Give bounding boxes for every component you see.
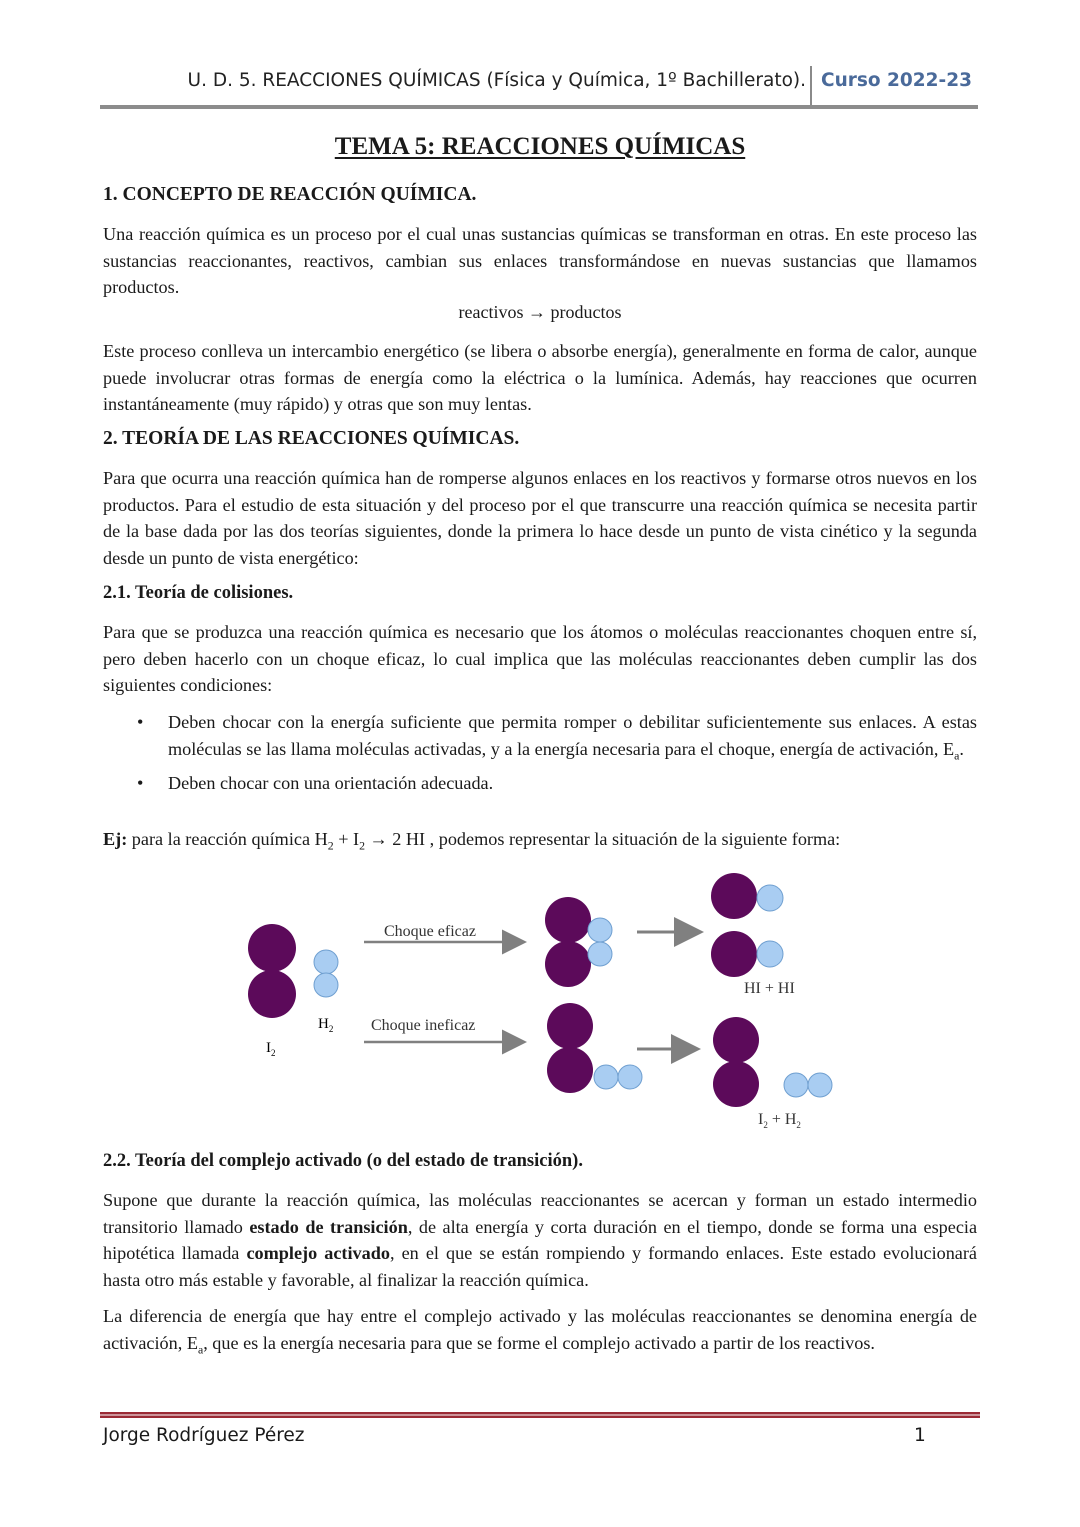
bullet-1-end: . [959, 739, 964, 759]
iodine-atom [713, 1017, 759, 1063]
section-2-1-heading: 2.1. Teoría de colisiones. [103, 583, 294, 603]
term-complejo-activado: complejo activado [246, 1243, 390, 1263]
footer-rule [100, 1412, 980, 1418]
term-estado-de-transicion: estado de transición [249, 1216, 408, 1237]
hydrogen-atom [808, 1073, 832, 1097]
example-text-1: para la reacción química H [127, 829, 328, 849]
iodine-atom [711, 931, 757, 977]
hydrogen-atom [784, 1073, 808, 1097]
section-2-2-p2-part-b: , que es la energía necesaria para que se forme el complejo activado a partir de los reactivos. [203, 1332, 875, 1353]
collision-figure [232, 864, 848, 1144]
section-2-heading: 2. TEORÍA DE LAS REACCIONES QUÍMICAS. [103, 428, 520, 449]
iodine-atom [547, 1047, 593, 1093]
collision-diagram [232, 864, 848, 1144]
example-text-3: → 2 HI , podemos representar la situación de la siguiente forma: [364, 829, 841, 849]
example-label: Ej: [103, 829, 128, 849]
iodine-atom [248, 924, 296, 972]
section-1-paragraph-1: Una reacción química es un proceso por el cual unas sustancias químicas se transforman en otras. En este proceso las sustancias reaccionantes, reactivos, cambian sus enlaces transformándose en nuevas sustancias que llamamos productos. [103, 224, 977, 297]
page-header [103, 66, 978, 106]
example-sub-2: 2 [359, 838, 365, 853]
label-h2: $H_2$ [318, 1016, 334, 1034]
bullet-1-text: Deben chocar con la energía suficiente que permita romper o debilitar suficientemente sus enlaces. A estas moléculas se las llama moléculas activadas, y a la energía necesaria para el choque, energía de activación, E [168, 712, 977, 759]
section-2-2-heading: 2.2. Teoría del complejo activado (o del estado de transición). [103, 1151, 583, 1171]
hydrogen-atom [757, 941, 783, 967]
footer-author: Jorge Rodríguez Pérez [103, 1425, 305, 1446]
reaction-equation: reactivos → productos [458, 302, 622, 322]
section-2-2-paragraph-1 [103, 1187, 977, 1293]
conditions-list [103, 709, 977, 797]
section-2-2-p2-subscript: a [197, 1342, 204, 1357]
hydrogen-atom [594, 1065, 618, 1089]
example-text-2: + I [333, 829, 360, 849]
iodine-atom [547, 1003, 593, 1049]
page-title: TEMA 5: REACCIONES QUÍMICAS [334, 133, 746, 160]
iodine-atom [713, 1061, 759, 1107]
bullet-2-text: Deben chocar con una orientación adecuada. [168, 772, 494, 793]
example-sub-1: 2 [327, 838, 334, 853]
label-i2-h2: $I_2 + H_2$ [758, 1111, 801, 1130]
section-2-2-p1-part-a: Supone que durante la reacción química, las moléculas reaccionantes se acercan y forman un estado intermedio transitorio llamado [103, 1190, 977, 1237]
hydrogen-atom [618, 1065, 642, 1089]
section-1-heading: 1. CONCEPTO DE REACCIÓN QUÍMICA. [103, 184, 477, 205]
hydrogen-atom [314, 973, 338, 997]
section-1-paragraph-2: Este proceso conlleva un intercambio energético (se libera o absorbe energía), generalmente en forma de calor, aunque puede involucrar otras formas de energía como la eléctrica o la lumínica. Además, hay reacciones que ocurren instantáneamente (muy rápido) y otras que son muy lentas. [103, 341, 977, 414]
header-rule [100, 105, 978, 109]
page-number: 1 [914, 1425, 926, 1446]
bullet-icon: • [137, 712, 144, 732]
iodine-atom [248, 970, 296, 1018]
iodine-atom [545, 897, 591, 943]
iodine-atom [545, 941, 591, 987]
iodine-atom [711, 873, 757, 919]
section-2-2-p1-part-c: , de alta energía y corta duración en el tiempo, donde se forma una especia hipotética llamada [103, 1216, 978, 1263]
hydrogen-atom [588, 918, 612, 942]
section-2-1-paragraph-1: Para que se produzca una reacción química es necesario que los átomos o moléculas reaccionantes choquen entre sí, pero deben hacerlo con un choque eficaz, lo cual implica que las moléculas reaccionantes deben cumplir las dos siguientes condiciones: [103, 622, 977, 695]
header-unit-title: U. D. 5. REACCIONES QUÍMICAS (Física y Química, 1º Bachillerato). [187, 70, 806, 91]
label-choque-ineficaz: Choque ineficaz [371, 1017, 476, 1034]
section-2-2-p2-part-a: La diferencia de energía que hay entre el complejo activado y las moléculas reaccionantes se denomina energía de activación, E [103, 1306, 977, 1353]
example-line [103, 829, 840, 854]
hydrogen-atom [588, 942, 612, 966]
header-course: Curso 2022-23 [821, 70, 972, 91]
section-2-2-paragraph-2 [103, 1303, 977, 1363]
bullet-1-subscript: a [954, 748, 960, 763]
bullet-icon: • [137, 772, 144, 793]
label-choque-eficaz: Choque eficaz [384, 923, 476, 940]
header-separator [810, 66, 812, 106]
label-hi-hi: HI + HI [744, 980, 795, 997]
section-2-2-p1-part-e: , en el que se están rompiendo y formando enlaces. Este estado evolucionará hasta otro más estable y favorable, al finalizar la reacción química. [103, 1243, 978, 1290]
list-item [103, 709, 977, 770]
hydrogen-atom [314, 950, 338, 974]
list-item [103, 770, 977, 797]
label-i2: $I_2$ [266, 1040, 276, 1058]
hydrogen-atom [757, 885, 783, 911]
section-2-paragraph-1: Para que ocurra una reacción química han de romperse algunos enlaces en los reactivos y formarse otros nuevos en los productos. Para el estudio de esta situación y del proceso por el que transcurre una reacción química se necesita partir de la base dada por las dos teorías siguientes, donde la primera lo hace desde un punto de vista cinético y la segunda desde un punto de vista energético: [103, 468, 977, 568]
